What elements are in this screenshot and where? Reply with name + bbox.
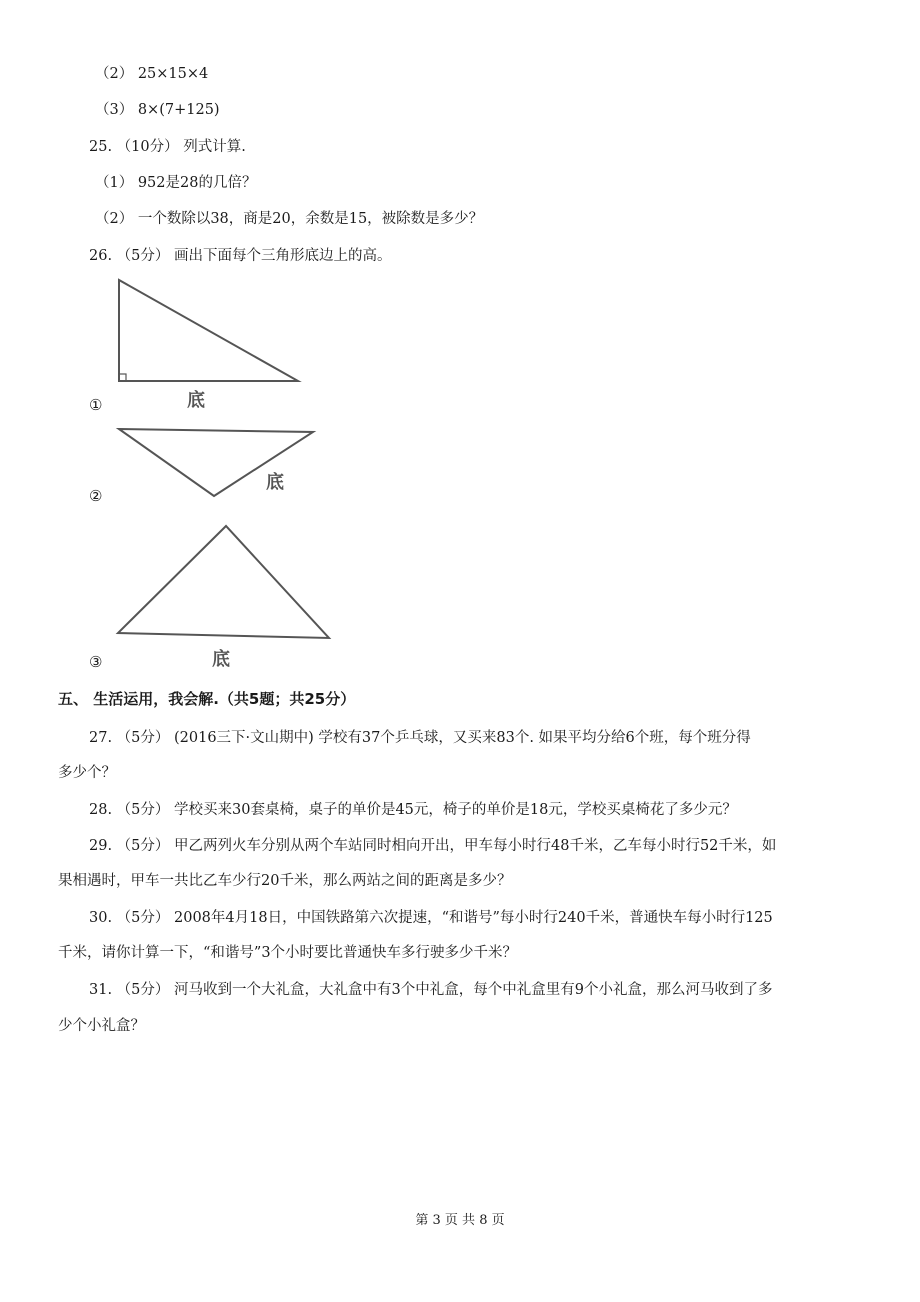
- question-31-line-1: 31. （5分） 河马收到一个大礼盒，大礼盒中有3个中礼盒，每个中礼盒里有9个小礼盒，那么河马收到了多: [89, 982, 773, 998]
- question-26: 26. （5分） 画出下面每个三角形底边上的高。: [89, 248, 392, 264]
- question-28: 28. （5分） 学校买来30套桌椅，桌子的单价是45元，椅子的单价是18元，学校买桌椅花了多少元？: [89, 802, 737, 818]
- question-27-line-2: 多少个？: [58, 765, 116, 781]
- question-25: 25. （10分） 列式计算.: [89, 139, 246, 155]
- section-5-heading: 五、 生活运用，我会解.（共5题；共25分）: [58, 690, 356, 708]
- triangle-3-number: ③: [89, 653, 103, 671]
- question-30-line-2: 千米，请你计算一下，“和谐号”3个小时要比普通快车多行驶多少千米？: [58, 945, 518, 961]
- question-27-line-1: 27. （5分） (2016三下·文山期中) 学校有37个乒乓球，又买来83个. 如果平均分给6个班，每个班分得: [89, 730, 751, 746]
- question-30-line-1: 30. （5分） 2008年4月18日，中国铁路第六次提速，“和谐号”每小时行240千米，普通快车每小时行125: [89, 910, 773, 926]
- question-31-line-2: 少个小礼盒？: [58, 1018, 145, 1034]
- page-footer: 第 3 页 共 8 页: [415, 1213, 505, 1228]
- triangle-1-number: ①: [89, 396, 103, 414]
- item-24-3: （3） 8×(7+125): [95, 102, 220, 118]
- triangle-3-base-label: 底: [212, 649, 230, 670]
- question-29-line-2: 果相遇时，甲车一共比乙车少行20千米，那么两站之间的距离是多少？: [58, 873, 512, 889]
- triangle-2-number: ②: [89, 487, 103, 505]
- triangle-1-base-label: 底: [187, 390, 205, 411]
- item-25-2: （2） 一个数除以38，商是20，余数是15，被除数是多少？: [95, 211, 484, 227]
- question-29-line-1: 29. （5分） 甲乙两列火车分别从两个车站同时相向开出，甲车每小时行48千米，乙车每小时行52千米，如: [89, 838, 777, 854]
- item-25-1: （1） 952是28的几倍？: [95, 175, 257, 191]
- triangle-2-base-label: 底: [266, 472, 284, 493]
- item-24-2: （2） 25×15×4: [95, 66, 209, 82]
